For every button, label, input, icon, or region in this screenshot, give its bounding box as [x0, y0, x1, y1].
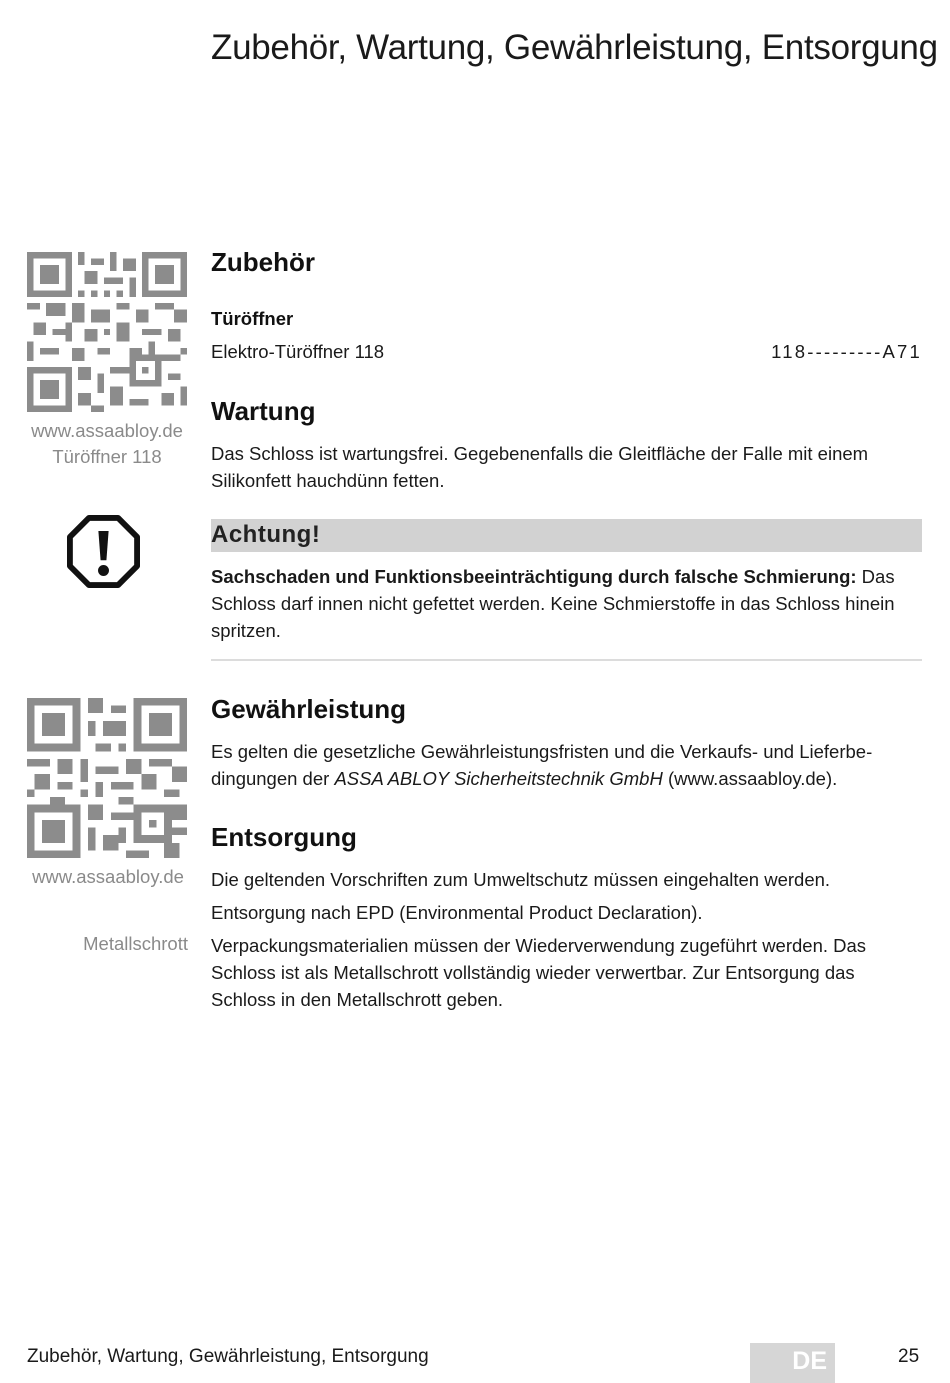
entsorgung-line-3: Verpackungsmaterialien müssen der Wiederverwendung zugeführt werden. Das Schloss ist als Metallschrott vollständig wieder verwertbar. Zur Entsorgung das Schloss in den Metallschrott geben.: [211, 935, 867, 1010]
zubehoer-heading: Zubehör: [211, 247, 315, 277]
page-number: 25: [898, 1346, 920, 1367]
gewaehrleistung-text-after: (www.assaabloy.de).: [662, 768, 838, 789]
accessory-item-code: 118---------A71: [771, 341, 922, 362]
qr-url-caption[interactable]: www.assaabloy.de: [32, 866, 184, 887]
gewaehrleistung-text-before: Es gelten die gesetzliche Gewährleistungsfristen und die Verkaufs- und Lieferbe-dingungen der: [211, 741, 873, 789]
gewaehrleistung-heading: Gewährleistung: [211, 694, 407, 724]
warning-text: [211, 563, 923, 644]
qr-code-icon: [27, 698, 187, 858]
wartung-text: Das Schloss ist wartungsfrei. Gegebenenfalls die Gleitfläche der Falle mit einem Silikonfett hauchdünn fetten.: [211, 443, 869, 491]
gewaehrleistung-text: [211, 738, 923, 792]
metallschrott-label: Metallschrott: [83, 933, 188, 954]
language-label: DE: [792, 1347, 827, 1375]
wartung-heading: Wartung: [211, 396, 316, 426]
qr-code-icon: [27, 252, 187, 412]
warning-bold-text: Sachschaden und Funktionsbeeinträchtigung durch falsche Schmierung:: [211, 566, 857, 587]
entsorgung-line-2: Entsorgung nach EPD (Environmental Product Declaration).: [211, 902, 703, 923]
qr-url-caption[interactable]: www.assaabloy.de: [31, 420, 183, 441]
language-tab: [750, 1343, 835, 1383]
qr-product-caption: Türöffner 118: [52, 446, 162, 467]
company-name: ASSA ABLOY Sicherheitstechnik GmbH: [334, 768, 663, 789]
entsorgung-line-1: Die geltenden Vorschriften zum Umweltschutz müssen eingehalten werden.: [211, 869, 831, 890]
warning-title: Achtung!: [211, 521, 321, 548]
tueroeffner-subheading: Türöffner: [211, 308, 294, 329]
warning-plain-text: Das Schloss darf innen nicht gefettet werden. Keine Schmierstoffe in das Schloss hinein spritzen.: [211, 566, 895, 641]
accessory-item-name: Elektro-Türöffner 118: [211, 341, 385, 362]
warning-banner: [211, 519, 922, 552]
warning-octagon-icon: [67, 515, 140, 588]
page-title: Zubehör, Wartung, Gewährleistung, Entsorgung: [211, 28, 938, 67]
footer-title: Zubehör, Wartung, Gewährleistung, Entsorgung: [27, 1346, 429, 1367]
section-divider: [211, 659, 922, 661]
entsorgung-heading: Entsorgung: [211, 822, 357, 852]
